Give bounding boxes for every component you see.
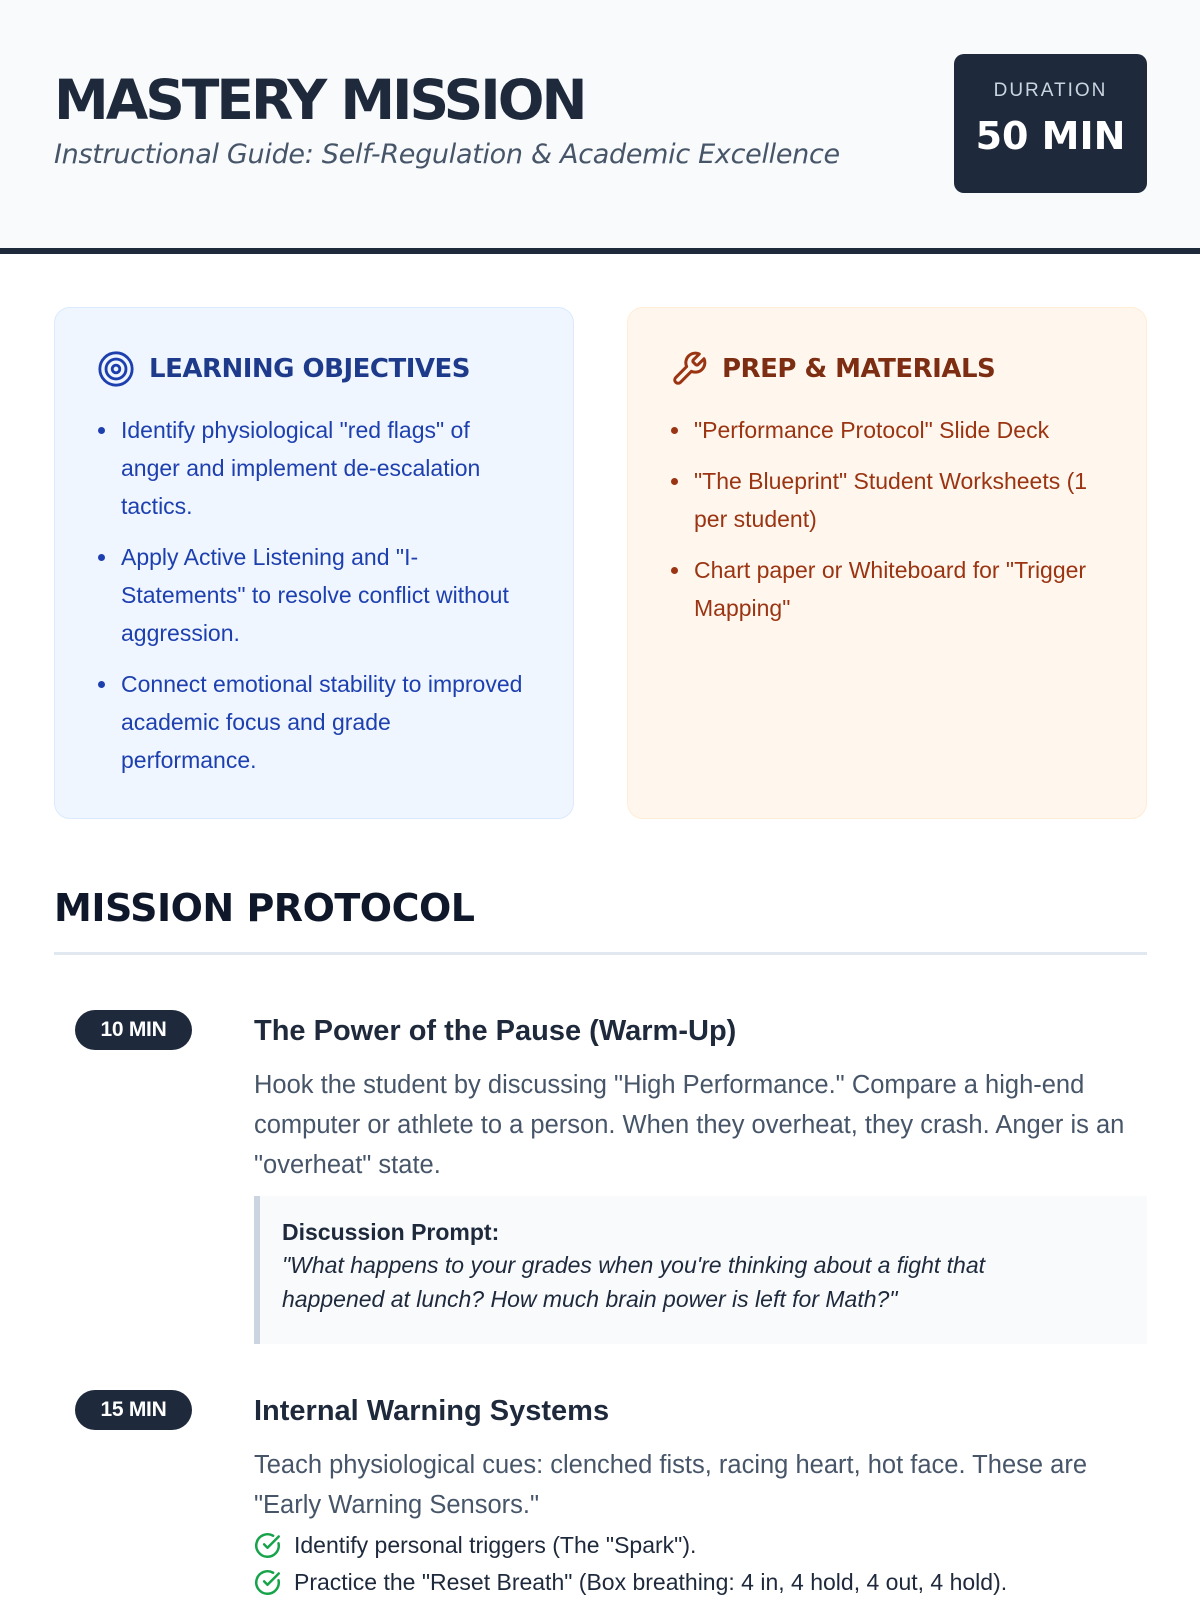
- objective-item: Apply Active Listening and "I-Statements" to resolve conflict without aggression.: [97, 538, 531, 652]
- check-circle-icon: [254, 1532, 281, 1559]
- step-time-badge: 15 MIN: [75, 1390, 192, 1430]
- step-title: The Power of the Pause (Warm-Up): [254, 1015, 737, 1047]
- objective-item: Identify physiological "red flags" of anger and implement de-escalation tactics.: [97, 411, 531, 525]
- step-time-badge: 10 MIN: [75, 1010, 192, 1050]
- material-item: Chart paper or Whiteboard for "Trigger Mapping": [670, 551, 1104, 627]
- objective-item: Connect emotional stability to improved academic focus and grade performance.: [97, 665, 531, 779]
- page-title: MASTERY MISSION: [54, 68, 585, 132]
- duration-badge: [954, 54, 1147, 193]
- wrench-icon: [670, 350, 708, 388]
- material-item: "The Blueprint" Student Worksheets (1 per student): [670, 462, 1104, 538]
- duration-value: 50 MIN: [975, 114, 1126, 158]
- step-description: Teach physiological cues: clenched fists, racing heart, hot face. These are "Early Warning Sensors.": [254, 1451, 1087, 1519]
- objectives-list: [97, 411, 531, 779]
- material-item: "Performance Protocol" Slide Deck: [670, 411, 1104, 449]
- materials-list: [670, 411, 1104, 627]
- materials-title: PREP & MATERIALS: [722, 354, 996, 384]
- objectives-header: [97, 350, 531, 388]
- materials-header: [670, 350, 1104, 388]
- header: [0, 0, 1200, 254]
- duration-label: DURATION: [993, 80, 1108, 101]
- step-checklist: [254, 1527, 1147, 1600]
- page-subtitle: Instructional Guide: Self-Regulation & Academic Excellence: [54, 139, 840, 170]
- section-divider: [54, 952, 1147, 955]
- checklist-text: Identify personal triggers (The "Spark").: [294, 1532, 697, 1558]
- learning-objectives-card: [54, 307, 574, 819]
- step-description: Hook the student by discussing "High Performance." Compare a high-end computer or athlete to a person. When they overheat, they crash. Anger is an "overheat" state.: [254, 1071, 1125, 1179]
- check-circle-icon: [254, 1569, 281, 1596]
- prompt-text: "What happens to your grades when you're thinking about a fight that happened at lunch? How much brain power is left for Math?": [282, 1252, 986, 1312]
- checklist-text: Practice the "Reset Breath" (Box breathing: 4 in, 4 hold, 4 out, 4 hold).: [294, 1569, 1008, 1595]
- target-icon: [97, 350, 135, 388]
- checklist-item: [254, 1527, 1147, 1564]
- prep-materials-card: [627, 307, 1147, 819]
- checklist-item: [254, 1564, 1147, 1600]
- objectives-title: LEARNING OBJECTIVES: [149, 354, 471, 384]
- discussion-prompt: [254, 1196, 1147, 1344]
- prompt-label: Discussion Prompt:: [282, 1219, 500, 1245]
- step-title: Internal Warning Systems: [254, 1395, 610, 1427]
- mission-protocol-heading: MISSION PROTOCOL: [54, 886, 475, 930]
